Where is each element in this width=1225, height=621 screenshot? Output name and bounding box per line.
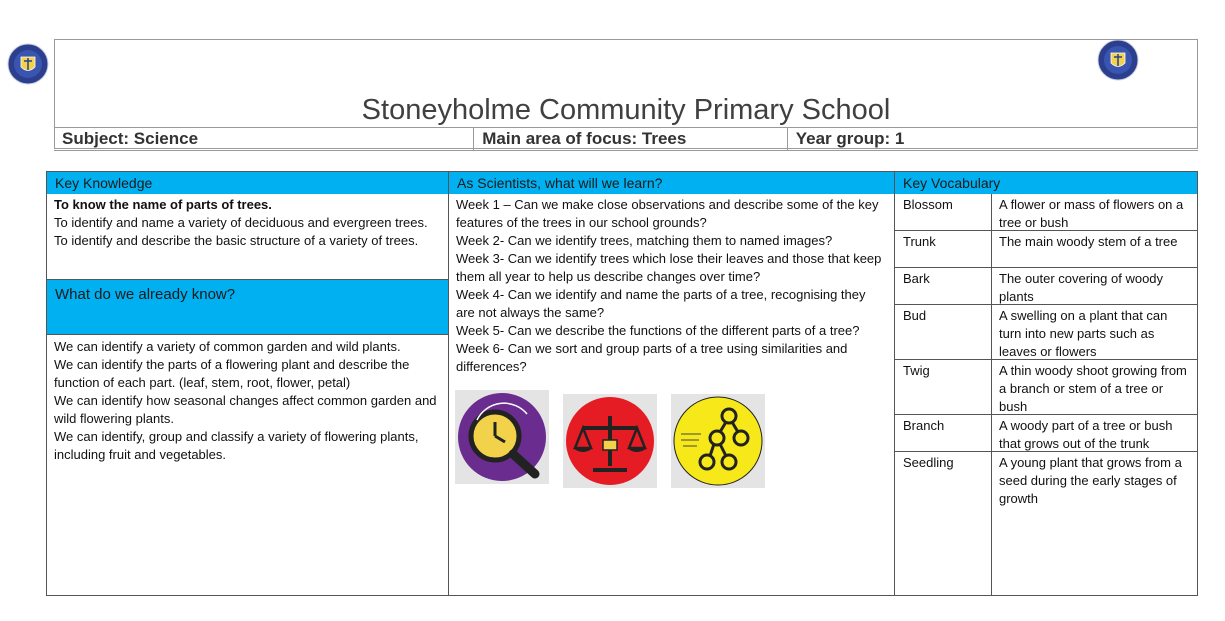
vocab-row xyxy=(895,305,1197,360)
vocab-term: Blossom xyxy=(903,197,953,212)
network-diagram-icon xyxy=(671,394,765,488)
knowledge-column xyxy=(47,172,449,595)
knowledge-organiser-table xyxy=(46,171,1198,596)
week-question: Week 4- Can we identify and name the parts of a tree, recognising they are not always the same? xyxy=(456,287,866,320)
already-know-text xyxy=(47,335,448,466)
vocab-table xyxy=(895,194,1197,596)
vocabulary-column xyxy=(895,172,1197,595)
document-header xyxy=(54,39,1198,149)
vocab-term: Seedling xyxy=(903,455,954,470)
already-know-line: We can identify a variety of common garden and wild plants. xyxy=(54,339,401,354)
vocab-definition: A flower or mass of flowers on a tree or bush xyxy=(991,194,1197,230)
key-knowledge-section xyxy=(47,172,448,280)
balance-scale-icon xyxy=(563,394,657,488)
year-group-cell: Year group: 1 xyxy=(795,129,905,148)
vocab-row xyxy=(895,194,1197,231)
already-know-line: We can identify, group and classify a variety of flowering plants, including fruit and vegetables. xyxy=(54,429,419,462)
already-know-line: We can identify how seasonal changes affect common garden and wild flowering plants. xyxy=(54,393,437,426)
vocab-definition: A swelling on a plant that can turn into new parts such as leaves or flowers xyxy=(991,305,1197,359)
vocab-definition: The main woody stem of a tree xyxy=(991,231,1197,267)
vocab-row xyxy=(895,231,1197,268)
focus-cell: Main area of focus: Trees xyxy=(474,128,787,150)
vocab-definition: The outer covering of woody plants xyxy=(991,268,1197,304)
vocab-row xyxy=(895,452,1197,596)
vocab-definition: A woody part of a tree or bush that grows out of the trunk xyxy=(991,415,1197,451)
school-name: Stoneyholme Community Primary School xyxy=(361,94,891,126)
vocab-term: Branch xyxy=(903,418,945,433)
already-know-line: We can identify the parts of a flowering plant and describe the function of each part. (leaf, stem, root, flower, petal) xyxy=(54,357,410,390)
week-question: Week 5- Can we describe the functions of the different parts of a tree? xyxy=(456,323,860,338)
vocab-term: Bark xyxy=(903,271,930,286)
vocab-term: Trunk xyxy=(903,234,936,249)
school-crest-icon xyxy=(7,43,49,85)
vocab-heading: Key Vocabulary xyxy=(895,172,1197,194)
knowledge-line: To identify and describe the basic structure of a variety of trees. xyxy=(54,233,419,248)
vocab-definition: A young plant that grows from a seed during the early stages of growth xyxy=(991,452,1197,596)
key-knowledge-text xyxy=(47,194,448,252)
vocab-row xyxy=(895,268,1197,305)
magnifying-glass-icon xyxy=(455,390,549,484)
vocab-term: Twig xyxy=(903,363,930,378)
week-question: Week 2- Can we identify trees, matching them to named images? xyxy=(456,233,833,248)
enquiry-badges xyxy=(455,390,775,490)
vocab-row xyxy=(895,360,1197,415)
vocab-definition: A thin woody shoot growing from a branch or stem of a tree or bush xyxy=(991,360,1197,414)
knowledge-line: To identify and name a variety of deciduous and evergreen trees. xyxy=(54,215,428,230)
vocab-row xyxy=(895,415,1197,452)
key-knowledge-heading: Key Knowledge xyxy=(47,172,448,194)
already-know-heading: What do we already know? xyxy=(47,280,448,335)
knowledge-line: To know the name of parts of trees. xyxy=(54,197,272,212)
week-question: Week 3- Can we identify trees which lose their leaves and those that keep them all year to help us describe changes over time? xyxy=(456,251,882,284)
weekly-questions xyxy=(449,194,894,378)
week-question: Week 6- Can we sort and group parts of a tree using similarities and differences? xyxy=(456,341,848,374)
learn-heading: As Scientists, what will we learn? xyxy=(449,172,894,194)
vocab-term: Bud xyxy=(903,308,927,323)
learning-column xyxy=(449,172,895,595)
header-info-row xyxy=(54,127,1198,151)
subject-cell: Subject: Science xyxy=(54,128,474,150)
week-question: Week 1 – Can we make close observations and describe some of the key features of the trees in our school grounds? xyxy=(456,197,879,230)
